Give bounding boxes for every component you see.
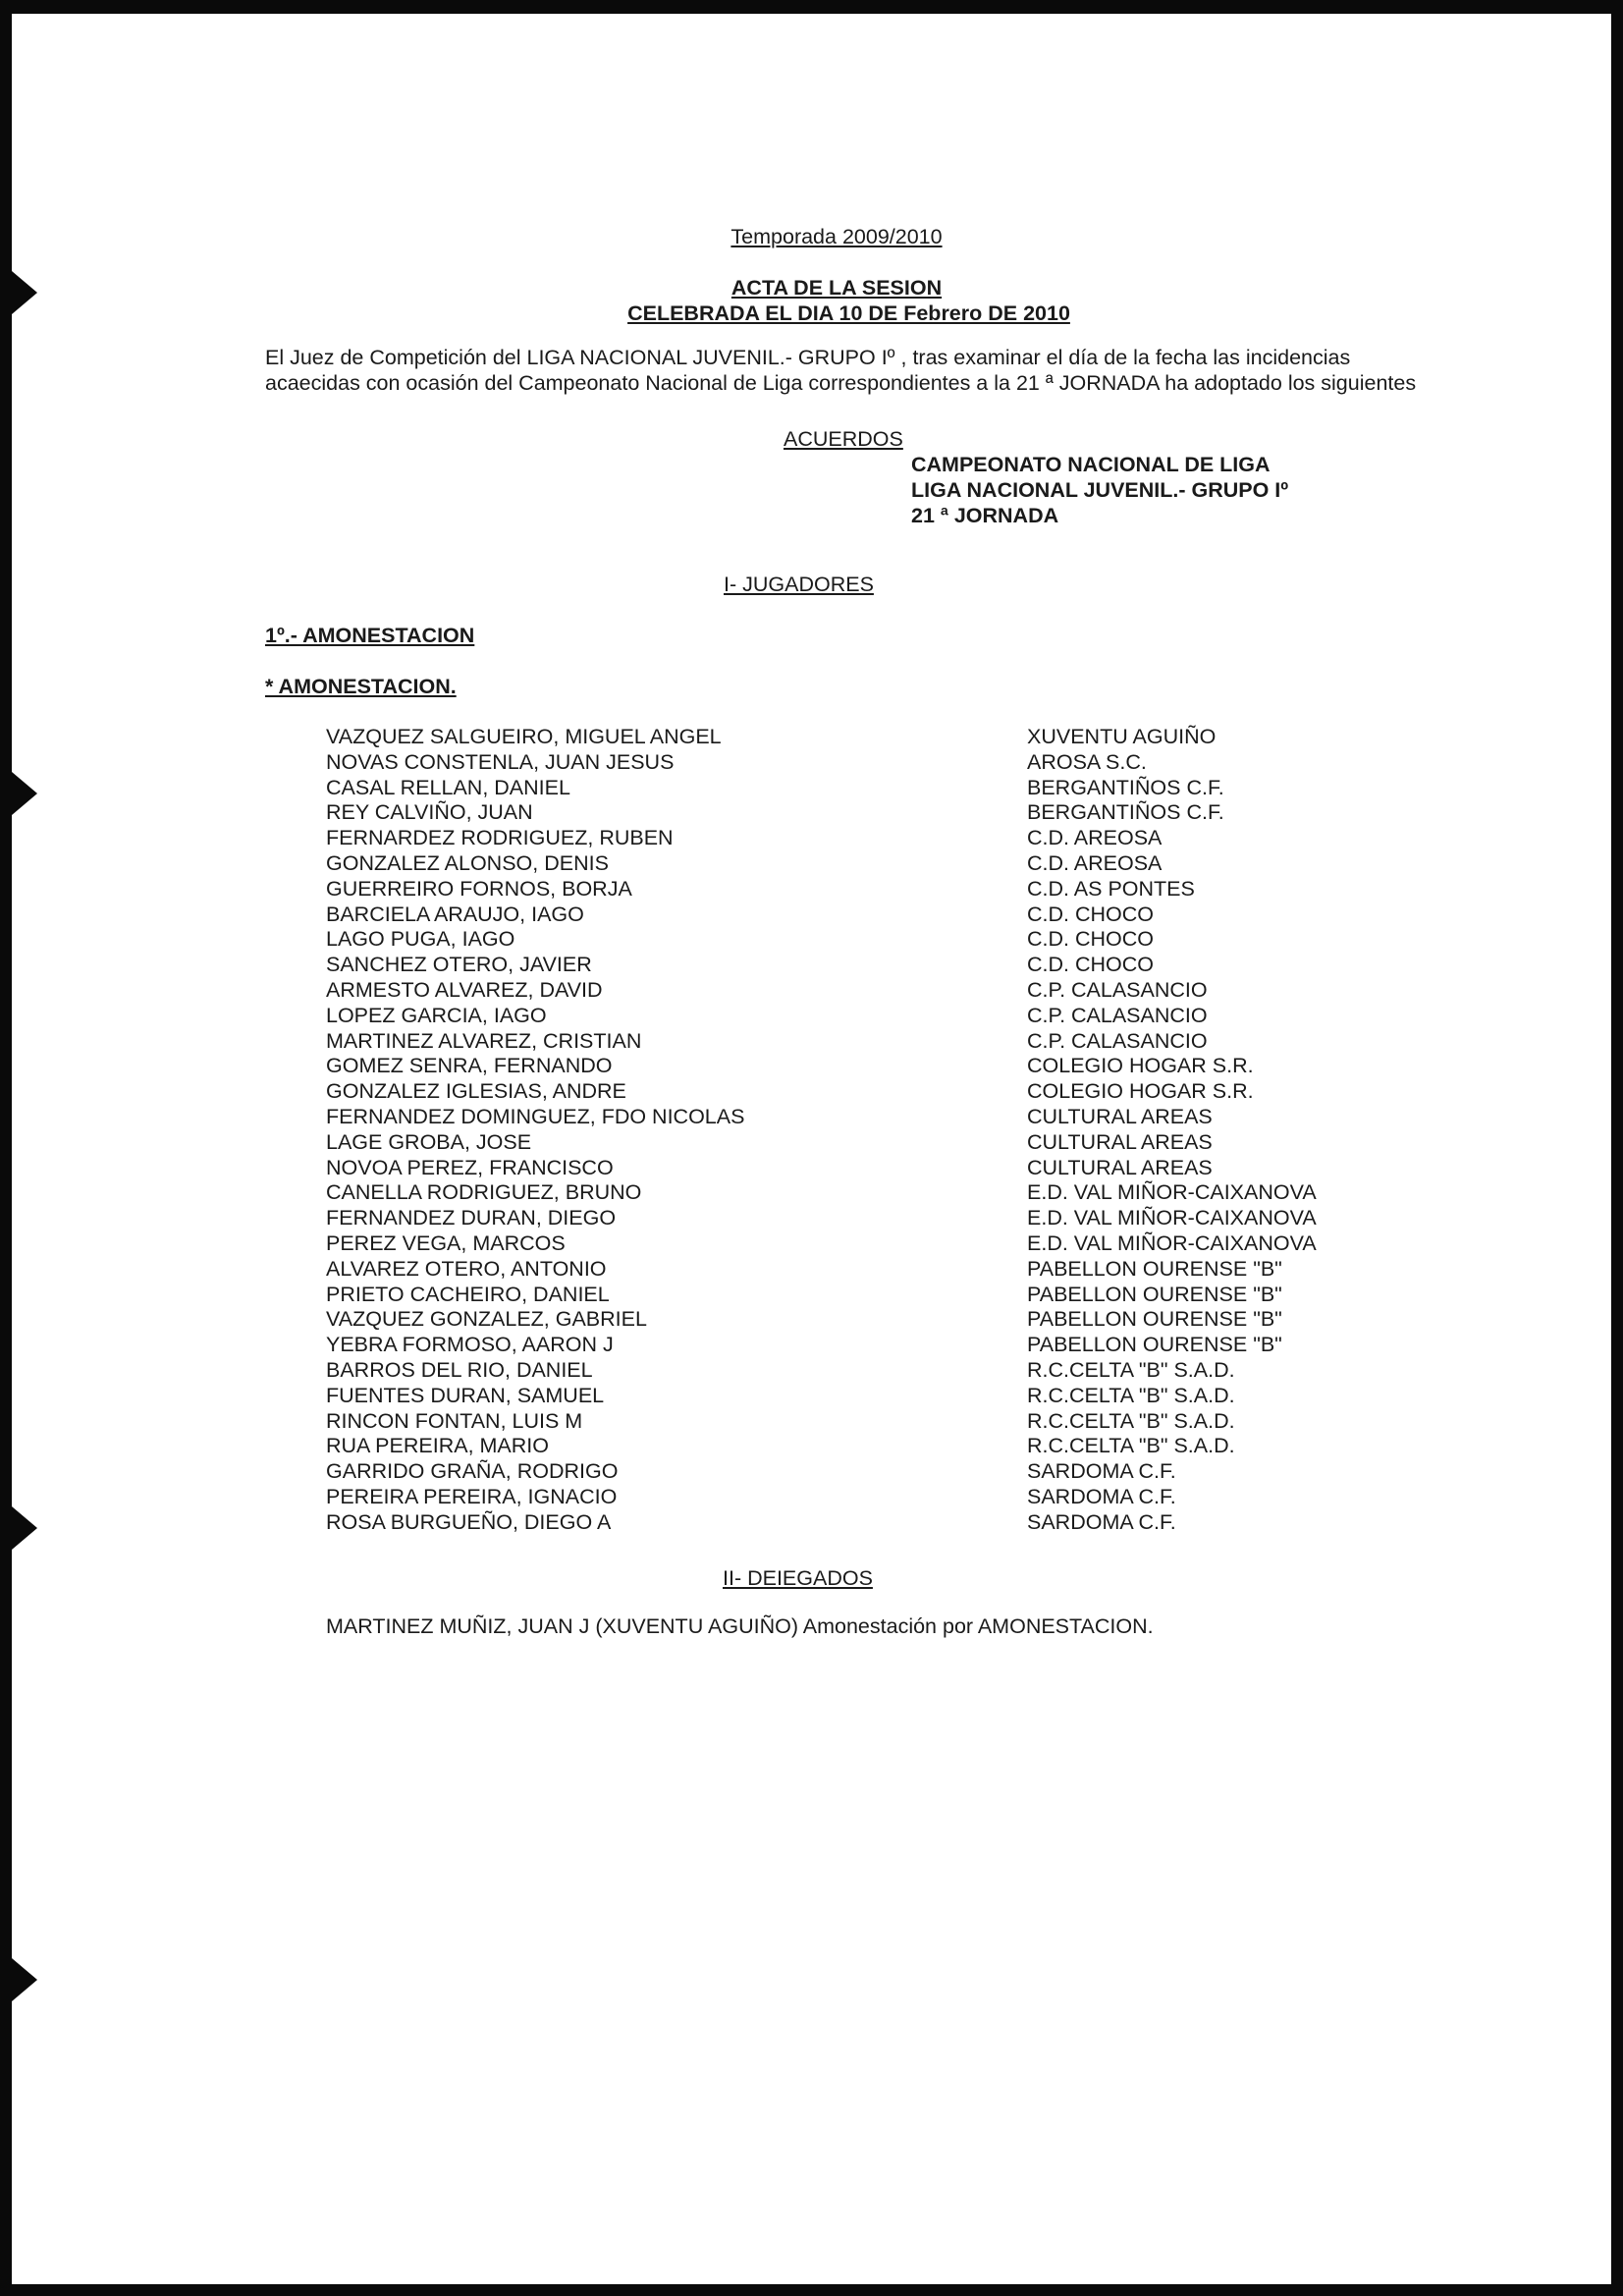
player-name: GARRIDO GRAÑA, RODRIGO [326, 1459, 619, 1484]
acuerdos-heading: ACUERDOS [784, 427, 903, 451]
player-club: PABELLON OURENSE "B" [1027, 1307, 1282, 1332]
acta-title: ACTA DE LA SESION [730, 276, 943, 300]
player-name: GONZALEZ IGLESIAS, ANDRE [326, 1079, 626, 1104]
player-name: RINCON FONTAN, LUIS M [326, 1408, 583, 1433]
section-delegates-heading: II- DEIEGADOS [723, 1566, 873, 1590]
player-club: PABELLON OURENSE "B" [1027, 1282, 1282, 1306]
document-page [12, 14, 1611, 2284]
player-club: C.D. AS PONTES [1027, 876, 1195, 901]
player-name: FERNANDEZ DOMINGUEZ, FDO NICOLAS [326, 1104, 745, 1128]
player-name: ARMESTO ALVAREZ, DAVID [326, 977, 603, 1002]
player-club: C.D. AREOSA [1027, 850, 1163, 875]
player-name: FERNANDEZ DURAN, DIEGO [326, 1206, 617, 1230]
player-name: GUERREIRO FORNOS, BORJA [326, 876, 632, 901]
player-club: SARDOMA C.F. [1027, 1484, 1176, 1508]
scan-edge-notch [12, 772, 37, 815]
player-club: PABELLON OURENSE "B" [1027, 1256, 1282, 1281]
player-name: ROSA BURGUEÑO, DIEGO A [326, 1509, 612, 1534]
player-club-list [1027, 725, 1317, 1536]
player-club: R.C.CELTA "B" S.A.D. [1027, 1434, 1235, 1458]
player-name: RUA PEREIRA, MARIO [326, 1434, 549, 1458]
player-club: SARDOMA C.F. [1027, 1459, 1176, 1484]
player-name: MARTINEZ ALVAREZ, CRISTIAN [326, 1028, 642, 1053]
player-name: CANELLA RODRIGUEZ, BRUNO [326, 1180, 642, 1205]
player-name: PRIETO CACHEIRO, DANIEL [326, 1282, 610, 1306]
player-club: E.D. VAL MIÑOR-CAIXANOVA [1027, 1206, 1317, 1230]
player-club: BERGANTIÑOS C.F. [1027, 775, 1224, 799]
player-club: C.D. CHOCO [1027, 953, 1154, 977]
player-club: BERGANTIÑOS C.F. [1027, 800, 1224, 825]
player-name: PEREIRA PEREIRA, IGNACIO [326, 1484, 618, 1508]
player-club: C.P. CALASANCIO [1027, 1028, 1208, 1053]
player-name: LAGE GROBA, JOSE [326, 1129, 532, 1154]
player-name: GOMEZ SENRA, FERNANDO [326, 1054, 613, 1078]
championship-line: LIGA NACIONAL JUVENIL.- GRUPO Iº [911, 478, 1289, 502]
section-players-heading: I- JUGADORES [724, 573, 874, 596]
season-title: Temporada 2009/2010 [730, 225, 943, 248]
player-club: CULTURAL AREAS [1027, 1155, 1213, 1179]
scan-edge-notch [12, 1506, 37, 1550]
player-club: CULTURAL AREAS [1027, 1104, 1213, 1128]
player-club: XUVENTU AGUIÑO [1027, 725, 1217, 748]
player-club: C.D. AREOSA [1027, 826, 1163, 850]
player-name: BARROS DEL RIO, DANIEL [326, 1357, 593, 1382]
intro-paragraph [265, 345, 1492, 396]
player-name: SANCHEZ OTERO, JAVIER [326, 953, 592, 977]
player-name: VAZQUEZ SALGUEIRO, MIGUEL ANGEL [326, 725, 722, 748]
player-club: C.D. CHOCO [1027, 902, 1154, 926]
player-club: E.D. VAL MIÑOR-CAIXANOVA [1027, 1230, 1317, 1255]
player-club: E.D. VAL MIÑOR-CAIXANOVA [1027, 1180, 1317, 1205]
player-club: C.P. CALASANCIO [1027, 1003, 1208, 1027]
player-name: PEREZ VEGA, MARCOS [326, 1230, 566, 1255]
championship-block [911, 452, 1288, 528]
player-name: CASAL RELLAN, DANIEL [326, 775, 570, 799]
player-name: GONZALEZ ALONSO, DENIS [326, 850, 609, 875]
championship-line: CAMPEONATO NACIONAL DE LIGA [911, 453, 1271, 476]
player-name: NOVOA PEREZ, FRANCISCO [326, 1155, 614, 1179]
player-name: NOVAS CONSTENLA, JUAN JESUS [326, 749, 675, 774]
intro-line: El Juez de Competición del LIGA NACIONAL JUVENIL.- GRUPO Iº , tras examinar el día de la fecha las incidencias [265, 346, 1351, 369]
championship-line: 21 ª JORNADA [911, 504, 1059, 527]
player-name: FUENTES DURAN, SAMUEL [326, 1383, 605, 1407]
heading-amonestacion-1: 1º.- AMONESTACION [265, 624, 475, 647]
player-club: C.D. CHOCO [1027, 927, 1154, 952]
player-name: LOPEZ GARCIA, IAGO [326, 1003, 547, 1027]
player-club: SARDOMA C.F. [1027, 1509, 1176, 1534]
player-name: LAGO PUGA, IAGO [326, 927, 515, 952]
player-name: REY CALVIÑO, JUAN [326, 800, 533, 825]
scan-edge-notch [12, 1958, 37, 2001]
player-club: R.C.CELTA "B" S.A.D. [1027, 1383, 1235, 1407]
player-name: ALVAREZ OTERO, ANTONIO [326, 1256, 607, 1281]
player-name: VAZQUEZ GONZALEZ, GABRIEL [326, 1307, 647, 1332]
player-club: C.P. CALASANCIO [1027, 977, 1208, 1002]
player-club: CULTURAL AREAS [1027, 1129, 1213, 1154]
heading-amonestacion-2: * AMONESTACION. [265, 675, 457, 698]
player-club: AROSA S.C. [1027, 749, 1147, 774]
delegate-line: MARTINEZ MUÑIZ, JUAN J (XUVENTU AGUIÑO) Amonestación por AMONESTACION. [326, 1614, 1154, 1638]
player-club: COLEGIO HOGAR S.R. [1027, 1079, 1254, 1104]
player-name: YEBRA FORMOSO, AARON J [326, 1333, 614, 1357]
player-name: BARCIELA ARAUJO, IAGO [326, 902, 584, 926]
player-club: R.C.CELTA "B" S.A.D. [1027, 1408, 1235, 1433]
player-club: COLEGIO HOGAR S.R. [1027, 1054, 1254, 1078]
player-name: FERNARDEZ RODRIGUEZ, RUBEN [326, 826, 674, 850]
intro-line: acaecidas con ocasión del Campeonato Nacional de Liga correspondientes a la 21 ª JORNADA ha adoptado los siguientes [265, 371, 1417, 395]
player-club: PABELLON OURENSE "B" [1027, 1333, 1282, 1357]
player-club: R.C.CELTA "B" S.A.D. [1027, 1357, 1235, 1382]
player-name-list [326, 725, 744, 1536]
acta-date: CELEBRADA EL DIA 10 DE Febrero DE 2010 [627, 301, 1070, 325]
